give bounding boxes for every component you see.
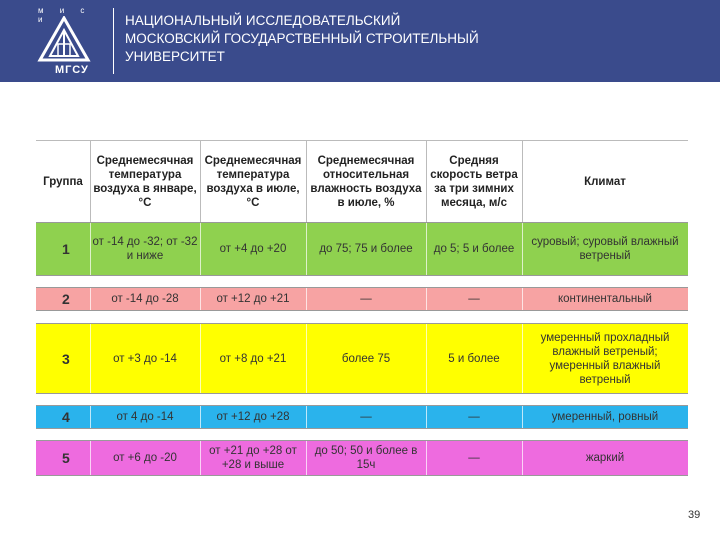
climate-type: континентальный <box>558 293 652 305</box>
climate-groups-table <box>36 140 688 476</box>
climate-type: умеренный, ровный <box>551 411 659 423</box>
table-row <box>36 405 688 429</box>
july-temp: от +12 до +21 <box>216 293 290 305</box>
winter-wind: 5 и более <box>448 352 500 365</box>
winter-wind: — <box>468 452 480 464</box>
july-temp: от +4 до +20 <box>219 243 287 255</box>
july-humidity: до 75; 75 и более <box>319 243 413 255</box>
january-temp: от 4 до -14 <box>116 411 174 423</box>
winter-wind: — <box>468 293 480 305</box>
january-temp: от -14 до -28 <box>111 293 179 305</box>
winter-wind: — <box>468 411 480 423</box>
title-line-2: МОСКОВСКИЙ ГОСУДАРСТВЕННЫЙ СТРОИТЕЛЬНЫЙ <box>125 31 479 46</box>
group-number: 4 <box>62 409 70 425</box>
column-header-january: Среднемесячная температура воздуха в январе, °С <box>93 155 197 209</box>
july-humidity: — <box>360 293 372 305</box>
group-number: 5 <box>62 450 70 466</box>
winter-wind: до 5; 5 и более <box>433 243 515 255</box>
july-temp: от +8 до +21 <box>219 352 287 365</box>
table-row <box>36 287 688 311</box>
group-number: 1 <box>62 241 70 257</box>
header-divider <box>113 8 114 74</box>
july-humidity: — <box>360 411 372 423</box>
column-header-humidity: Среднемесячная относительная влажность воздуха в июле, % <box>310 155 422 209</box>
july-temp: от +21 до +28 от +28 и выше <box>209 445 297 471</box>
title-line-3: УНИВЕРСИТЕТ <box>125 49 225 64</box>
table-row <box>36 323 688 394</box>
page-number: 39 <box>688 509 701 521</box>
logo-word: МГСУ <box>55 64 89 76</box>
january-temp: от -14 до -32; от -32 и ниже <box>92 236 198 262</box>
july-humidity: более 75 <box>341 352 391 365</box>
title-line-1: НАЦИОНАЛЬНЫЙ ИССЛЕДОВАТЕЛЬСКИЙ <box>125 13 401 28</box>
group-number: 2 <box>62 291 70 307</box>
july-temp: от +12 до +28 <box>216 411 290 423</box>
column-header-wind: Средняя скорость ветра за три зимних месяца, м/с <box>430 155 518 209</box>
column-header-july: Среднемесячная температура воздуха в июле, °С <box>204 155 302 209</box>
climate-type: суровый; суровый влажный ветреный <box>531 236 679 262</box>
climate-type: умеренный прохладный влажный ветреный; умеренный влажный ветреный <box>540 331 670 386</box>
table-row <box>36 440 688 476</box>
january-temp: от +3 до -14 <box>113 352 177 365</box>
table-header-row <box>36 140 688 224</box>
header-banner <box>0 0 720 82</box>
july-humidity: до 50; 50 и более в 15ч <box>314 445 418 471</box>
group-number: 3 <box>62 350 70 367</box>
logo-letters: м и с и <box>38 6 92 24</box>
column-header-climate: Климат <box>584 176 626 188</box>
building-icon <box>34 16 94 64</box>
university-name <box>125 12 479 66</box>
climate-type: жаркий <box>585 452 625 464</box>
january-temp: от +6 до -20 <box>113 452 177 464</box>
column-header-group: Группа <box>43 176 83 188</box>
table-row <box>36 222 688 276</box>
university-logo <box>18 4 108 80</box>
